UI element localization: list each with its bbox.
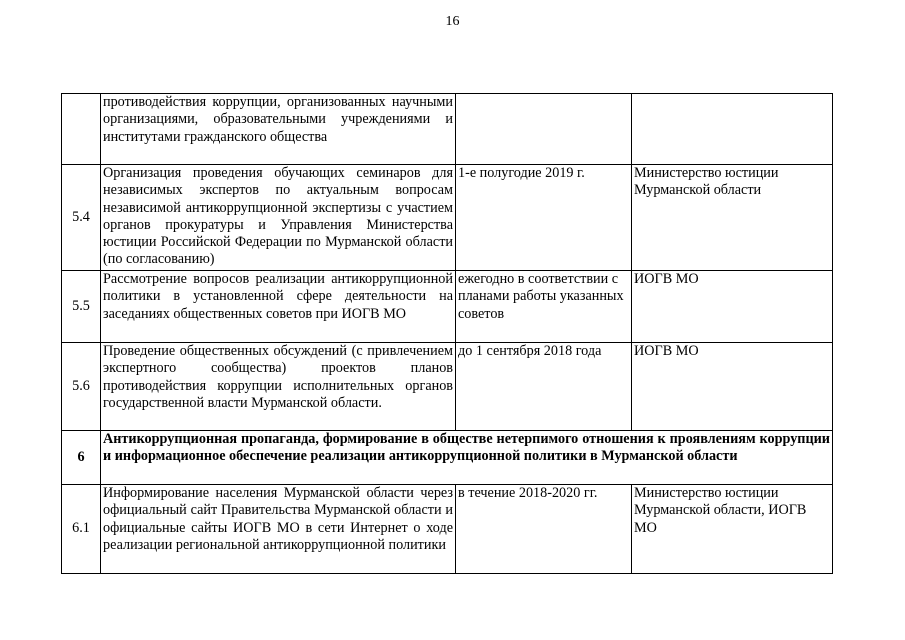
- table-row: [62, 165, 833, 271]
- section-number: 6: [62, 431, 101, 485]
- row-deadline: ежегодно в соответствии с планами работы указанных советов: [456, 271, 632, 343]
- row-responsible: ИОГВ МО: [632, 271, 833, 343]
- section-row: [62, 431, 833, 485]
- row-number: [62, 94, 101, 165]
- row-number: 5.6: [62, 343, 101, 431]
- row-responsible: Министерство юстиции Мурманской области, ИОГВ МО: [632, 485, 833, 574]
- table-row: [62, 485, 833, 574]
- section-title: Антикоррупционная пропаганда, формирование в обществе нетерпимого отношения к проявлениям коррупции и информационное обеспечение реализации антикоррупционной политики в Мурманской области: [101, 431, 833, 485]
- row-description: Проведение общественных обсуждений (с привлечением экспертного сообщества) проектов планов противодействия коррупции исполнительных органов государственной власти Мурманской области.: [101, 343, 456, 431]
- row-description: противодействия коррупции, организованных научными организациями, образовательными учреждениями и институтами гражданского общества: [101, 94, 456, 165]
- table-row: [62, 343, 833, 431]
- row-responsible: [632, 94, 833, 165]
- row-deadline: до 1 сентября 2018 года: [456, 343, 632, 431]
- table-row: [62, 94, 833, 165]
- row-number: 5.5: [62, 271, 101, 343]
- row-number: 5.4: [62, 165, 101, 271]
- table-row: [62, 271, 833, 343]
- row-description: Рассмотрение вопросов реализации антикоррупционной политики в установленной сфере деятельности на заседаниях общественных советов при ИОГВ МО: [101, 271, 456, 343]
- row-description: Информирование населения Мурманской области через официальный сайт Правительства Мурманской области и официальные сайты ИОГВ МО в сети Интернет о ходе реализации региональной антикоррупционной политики: [101, 485, 456, 574]
- page-number: 16: [445, 14, 460, 29]
- row-deadline: 1-е полугодие 2019 г.: [456, 165, 632, 271]
- row-description: Организация проведения обучающих семинаров для независимых экспертов по актуальным вопросам независимой антикоррупционной экспертизы с участием органов прокуратуры и Управления Министерства юстиции Российской Федерации по Мурманской области (по согласованию): [101, 165, 456, 271]
- row-deadline: в течение 2018-2020 гг.: [456, 485, 632, 574]
- row-deadline: [456, 94, 632, 165]
- row-number: 6.1: [62, 485, 101, 574]
- plan-table: [61, 93, 833, 574]
- row-responsible: ИОГВ МО: [632, 343, 833, 431]
- row-responsible: Министерство юстиции Мурманской области: [632, 165, 833, 271]
